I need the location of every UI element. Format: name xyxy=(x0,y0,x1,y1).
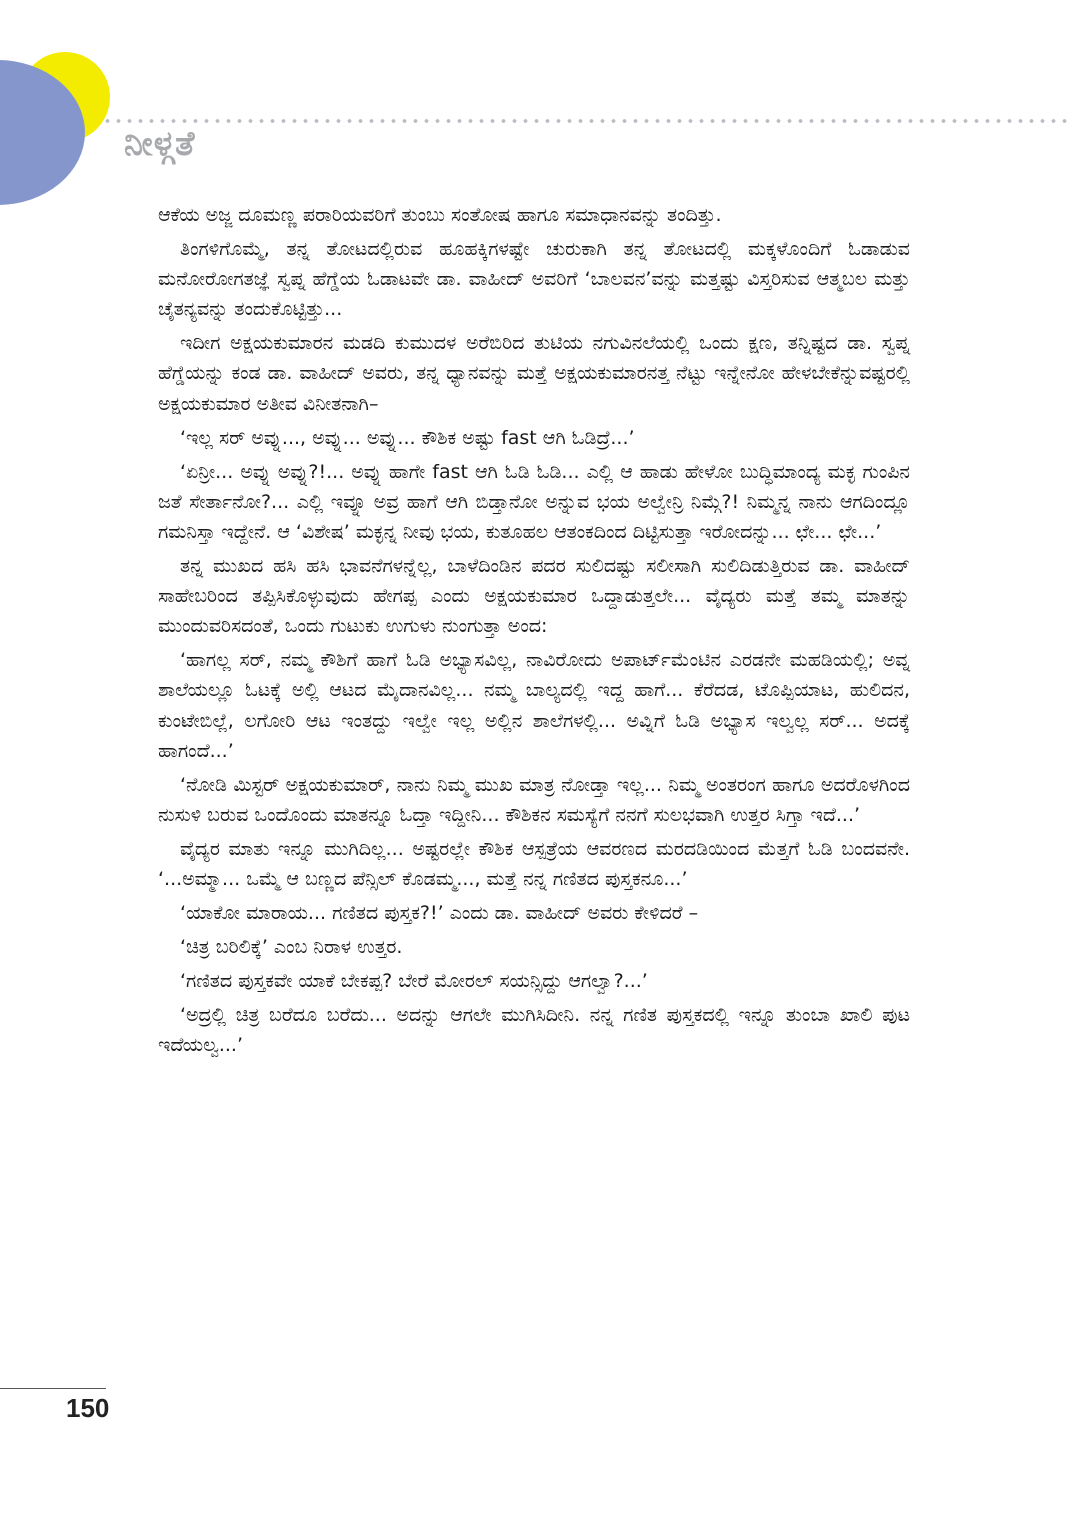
paragraph: ಆಕೆಯ ಅಜ್ಜ ದೂಮಣ್ಣ ಪರಾರಿಯವರಿಗೆ ತುಂಬು ಸಂತೋಷ ಹಾಗೂ ಸಮಾಧಾನವನ್ನು ತಂದಿತ್ತು. xyxy=(158,204,722,226)
paragraph: ‘ಗಣಿತದ ಪುಸ್ತಕವೇ ಯಾಕೆ ಬೇಕಪ್ಪ? ಬೇರೆ ಮೋರಲ್ ಸಯನ್ಸಿದ್ದು ಆಗಲ್ವಾ?...’ xyxy=(180,970,648,993)
paragraph: ಇದೀಗ ಅಕ್ಷಯಕುಮಾರನ ಮಡದಿ ಕುಮುದಳ ಅರೆಬಿರಿದ ತುಟಿಯ ನಗುವಿನಲೆಯಲ್ಲಿ ಒಂದು ಕ್ಷಣ, ತನ್ನಿಷ್ಟದ ಡಾ. ಸ್ವಪ್ನ ಹೆಗ್ಡೆಯನ್ನು ಕಂಡ ಡಾ. ವಾಹೀದ್ ಅವರು, ತನ್ನ ಧ್ಯಾನವನ್ನು ಮತ್ತೆ ಅಕ್ಷಯಕುಮಾರನತ್ತ ನೆಟ್ಟು ಇನ್ನೇನೋ ಹೇಳಬೇಕೆನ್ನುವಷ್ಟರಲ್ಲಿ ಅಕ್ಷಯಕುಮಾರ ಅತೀವ ವಿನೀತನಾಗಿ– xyxy=(158,332,910,415)
page-number: 150 xyxy=(66,1393,110,1423)
paragraph: ‘ನೋಡಿ ಮಿಸ್ಟರ್ ಅಕ್ಷಯಕುಮಾರ್, ನಾನು ನಿಮ್ಮ ಮುಖ ಮಾತ್ರ ನೋಡ್ತಾ ಇಲ್ಲ... ನಿಮ್ಮ ಅಂತರಂಗ ಹಾಗೂ ಅದರೊಳಗಿಂದ ನುಸುಳಿ ಬರುವ ಒಂದೊಂದು ಮಾತನ್ನೂ ಓದ್ತಾ ಇದ್ದೀನಿ... ಕೌಶಿಕನ ಸಮಸ್ಯೆಗೆ ನನಗೆ ಸುಲಭವಾಗಿ ಉತ್ತರ ಸಿಗ್ತಾ ಇದೆ...’ xyxy=(158,773,910,826)
paragraph: ವೈದ್ಯರ ಮಾತು ಇನ್ನೂ ಮುಗಿದಿಲ್ಲ... ಅಷ್ಟರಲ್ಲೇ ಕೌಶಿಕ ಆಸ್ಪತ್ರೆಯ ಆವರಣದ ಮರದಡಿಯಿಂದ ಮೆತ್ತಗೆ ಓಡಿ ಬಂದವನೇ. ‘...ಅಮ್ಮಾ... ಒಮ್ಮೆ ಆ ಬಣ್ಣದ ಪೆನ್ಸಿಲ್ ಕೊಡಮ್ಮ..., ಮತ್ತೆ ನನ್ನ ಗಣಿತದ ಪುಸ್ತಕನೂ...’ xyxy=(158,837,910,890)
footer-rule xyxy=(0,1388,106,1389)
paragraph: ತಿಂಗಳಿಗೊಮ್ಮೆ, ತನ್ನ ತೋಟದಲ್ಲಿರುವ ಹೂಹಕ್ಕಿಗಳಷ್ಟೇ ಚುರುಕಾಗಿ ತನ್ನ ತೋಟದಲ್ಲಿ ಮಕ್ಕಳೊಂದಿಗೆ ಓಡಾಡುವ ಮನೋರೋಗತಜ್ಞೆ ಸ್ವಪ್ನ ಹೆಗ್ಡೆಯ ಓಡಾಟವೇ ಡಾ. ವಾಹೀದ್ ಅವರಿಗೆ ‘ಬಾಲವನ’ವನ್ನು ಮತ್ತಷ್ಟು ವಿಸ್ತರಿಸುವ ಆತ್ಮಬಲ ಮತ್ತು ಚೈತನ್ಯವನ್ನು ತಂದುಕೊಟ್ಟಿತ್ತು... xyxy=(158,238,910,321)
body-text xyxy=(158,200,910,1065)
paragraph: ‘ಏನ್ರೀ... ಅವ್ನು ಅವ್ನು?!... ಅವ್ನು ಹಾಗೇ fast ಆಗಿ ಓಡಿ ಓಡಿ... ಎಲ್ಲಿ ಆ ಹಾಡು ಹೇಳೋ ಬುದ್ಧಿಮಾಂದ್ಯ ಮಕ್ಳ ಗುಂಪಿನ ಜತೆ ಸೇರ್ತಾನೋ?... ಎಲ್ಲಿ ಇವ್ನೂ ಅವ್ರ ಹಾಗೆ ಆಗಿ ಬಿಡ್ತಾನೋ ಅನ್ನುವ ಭಯ ಅಲ್ವೇನ್ರಿ ನಿಮ್ಗೆ?! ನಿಮ್ಮನ್ನ ನಾನು ಆಗದಿಂದ್ಲೂ ಗಮನಿಸ್ತಾ ಇದ್ದೇನೆ. ಆ ‘ವಿಶೇಷ’ ಮಕ್ಳನ್ನ ನೀವು ಭಯ, ಕುತೂಹಲ ಆತಂಕದಿಂದ ದಿಟ್ಟಿಸುತ್ತಾ ಇರೋದನ್ನು... ಛೇ... ಛೇ...’ xyxy=(158,460,910,543)
paragraph: ‘ಹಾಗಲ್ಲ ಸರ್, ನಮ್ಮ ಕೌಶಿಗೆ ಹಾಗೆ ಓಡಿ ಅಭ್ಯಾಸವಿಲ್ಲ, ನಾವಿರೋದು ಅಪಾರ್ಟ್‌ಮೆಂಟಿನ ಎರಡನೇ ಮಹಡಿಯಲ್ಲಿ; ಅವ್ನ ಶಾಲೆಯಲ್ಲೂ ಓಟಕ್ಕೆ ಅಲ್ಲಿ ಆಟದ ಮೈದಾನವಿಲ್ಲ... ನಮ್ಮ ಬಾಲ್ಯದಲ್ಲಿ ಇದ್ದ ಹಾಗೆ... ಕೆರೆದಡ, ಟೊಪ್ಪಿಯಾಟ, ಹುಲಿದನ, ಕುಂಟೇಬಿಲ್ಲೆ, ಲಗೋರಿ ಆಟ ಇಂತದ್ದು ಇಲ್ವೇ ಇಲ್ಲ ಅಲ್ಲಿನ ಶಾಲೆಗಳಲ್ಲಿ... ಅವ್ನಿಗೆ ಓಡಿ ಅಭ್ಯಾಸ ಇಲ್ವಲ್ಲ ಸರ್... ಅದಕ್ಕೆ ಹಾಗಂದೆ...’ xyxy=(158,649,910,762)
dotted-header-rule xyxy=(102,118,1072,124)
paragraph: ತನ್ನ ಮುಖದ ಹಸಿ ಹಸಿ ಭಾವನೆಗಳನ್ನೆಲ್ಲ, ಬಾಳೆದಿಂಡಿನ ಪದರ ಸುಲಿದಷ್ಟು ಸಲೀಸಾಗಿ ಸುಲಿದಿಡುತ್ತಿರುವ ಡಾ. ವಾಹೀದ್ ಸಾಹೇಬರಿಂದ ತಪ್ಪಿಸಿಕೊಳ್ಳುವುದು ಹೇಗಪ್ಪ ಎಂದು ಅಕ್ಷಯಕುಮಾರ ಒದ್ದಾಡುತ್ತಲೇ... ವೈದ್ಯರು ಮತ್ತೆ ತಮ್ಮ ಮಾತನ್ನು ಮುಂದುವರಿಸದಂತೆ, ಒಂದು ಗುಟುಕು ಉಗುಳು ನುಂಗುತ್ತಾ ಅಂದ: xyxy=(158,555,910,638)
paragraph: ‘ಅದ್ರಲ್ಲಿ ಚಿತ್ರ ಬರೆದೂ ಬರೆದು... ಅದನ್ನು ಆಗಲೇ ಮುಗಿಸಿದೀನಿ. ನನ್ನ ಗಣಿತ ಪುಸ್ತಕದಲ್ಲಿ ಇನ್ನೂ ತುಂಬಾ ಖಾಲಿ ಪುಟ ಇದೆಯಲ್ವ...’ xyxy=(158,1004,910,1057)
section-title: ನೀಳ್ಗತೆ xyxy=(124,124,196,164)
paragraph: ‘ಯಾಕೋ ಮಾರಾಯ... ಗಣಿತದ ಪುಸ್ತಕ?!’ ಎಂದು ಡಾ. ವಾಹೀದ್ ಅವರು ಕೇಳಿದರೆ – xyxy=(180,902,699,925)
paragraph: ‘ಚಿತ್ರ ಬರಿಲಿಕ್ಕೆ’ ಎಂಬ ನಿರಾಳ ಉತ್ತರ. xyxy=(180,936,403,959)
paragraph: ‘ಇಲ್ಲ ಸರ್ ಅವ್ನು..., ಅವ್ನು... ಅವ್ನು... ಕೌಶಿಕ ಅಷ್ಟು fast ಆಗಿ ಓಡಿದ್ರೆ...’ xyxy=(180,426,635,449)
